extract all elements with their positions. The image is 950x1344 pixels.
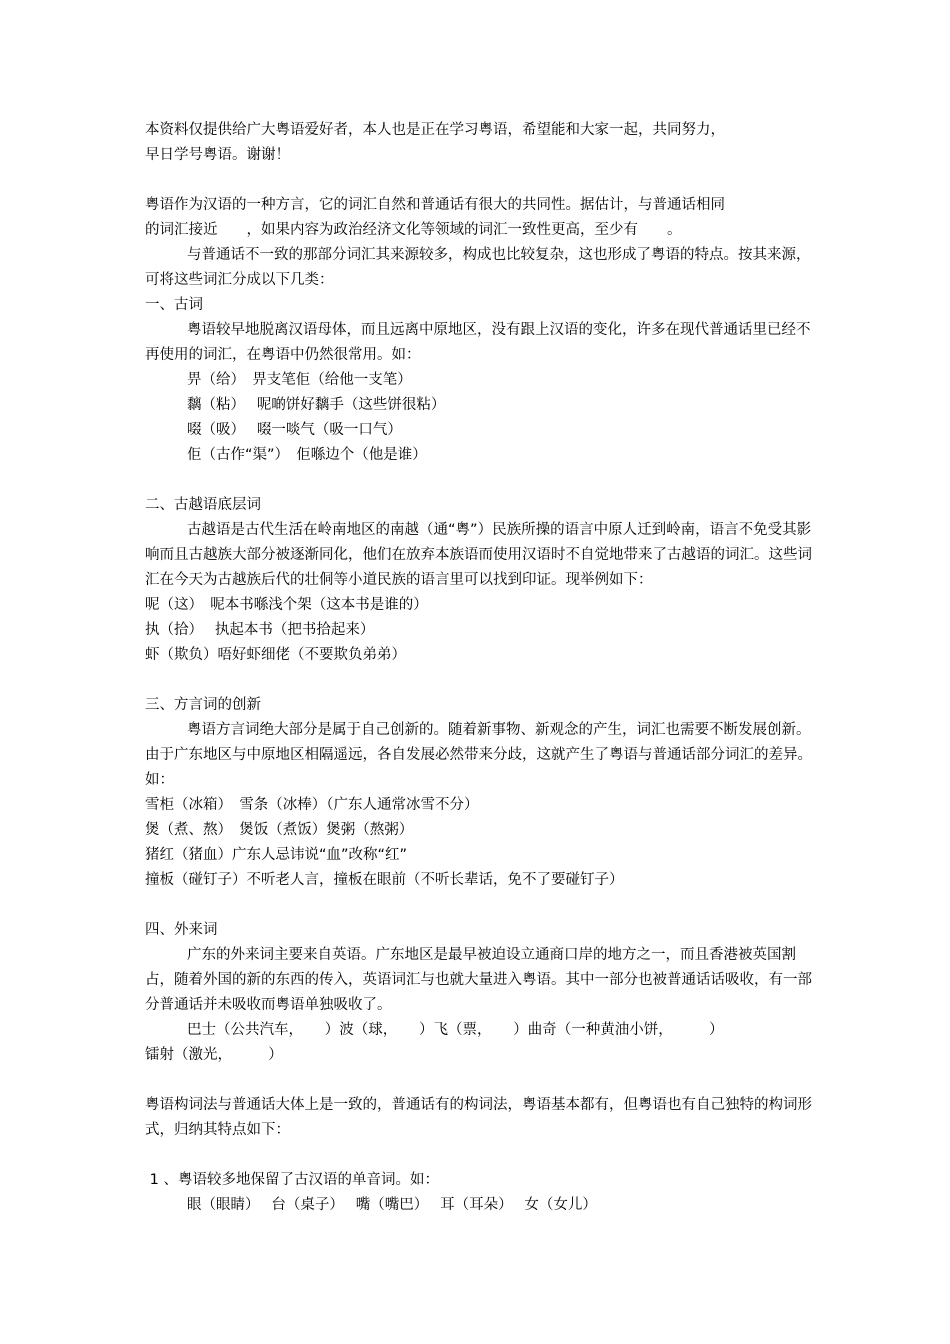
example-line: 佢（古作“渠”） 佢喺边个（他是谁） — [187, 447, 427, 463]
point-1-heading: 1 、粤语较多地保留了古汉语的单音词。如： — [145, 1172, 439, 1188]
example-line: 畀（给） 畀支笔佢（给他一支笔） — [187, 372, 412, 388]
example-line: 巴士（公共汽车， ）波（球， ）飞（票， ）曲奇（一种黄油小饼， ） — [187, 1022, 724, 1038]
overview-paragraph-2: 与普通话不一致的那部分词汇其来源较多，构成也比较复杂，这也形成了粤语的特点。按其来源，可将这些词汇分成以下几类： — [145, 247, 811, 288]
document-body — [145, 118, 815, 1218]
spacer — [145, 168, 815, 193]
spacer — [145, 1068, 815, 1093]
example-line: 猪红（猪血）广东人忌讳说“血”改称“红” — [145, 847, 408, 863]
section-body-ancient-words: 粤语较早地脱离汉语母体，而且远离中原地区，没有跟上汉语的变化，许多在现代普通话里已经不再使用的词汇，在粤语中仍然很常用。如： — [145, 322, 811, 363]
intro-line-2: 早日学号粤语。谢谢！ — [145, 147, 290, 163]
section-heading-ancient-words: 一、古词 — [145, 297, 203, 313]
section-heading-loanwords: 四、外来词 — [145, 922, 218, 938]
example-line: 黐（粘） 呢啲饼好黐手（这些饼很粘） — [187, 397, 446, 413]
example-line: 镭射（激光， ） — [145, 1047, 283, 1063]
example-line: 撞板（碰钉子）不听老人言，撞板在眼前（不听长辈话，免不了要碰钉子） — [145, 872, 624, 888]
example-line: 眼（眼睛） 台（桌子） 嘴（嘴巴） 耳（耳朵） 女（女儿） — [187, 1197, 597, 1213]
example-line: 煲（煮、熬） 煲饭（煮饭）煲粥（熬粥） — [145, 822, 414, 838]
example-line: 执（拾） 执起本书（把书拾起来） — [145, 622, 375, 638]
section-heading-innovation: 三、方言词的创新 — [145, 697, 261, 713]
spacer — [145, 668, 815, 693]
overview-line-1: 粤语作为汉语的一种方言，它的词汇自然和普通话有很大的共同性。据估计，与普通话相同 — [145, 197, 725, 213]
example-line: 雪柜（冰箱） 雪条（冰棒）（广东人通常冰雪不分） — [145, 797, 479, 813]
section-heading-yue-substrate: 二、古越语底层词 — [145, 497, 261, 513]
spacer — [145, 1143, 815, 1168]
overview-line-2: 的词汇接近 ，如果内容为政治经济文化等领域的词汇一致性更高，至少有 。 — [145, 222, 682, 238]
spacer — [145, 893, 815, 918]
spacer — [145, 468, 815, 493]
section-body-loanwords: 广东的外来词主要来自英语。广东地区是最早被迫设立通商口岸的地方之一，而且香港被英国割占，随着外国的新的东西的传入，英语词汇与也就大量进入粤语。其中一部分也被普通话话吸收，有一部分普通话并未吸收而粤语单独吸收了。 — [145, 947, 812, 1013]
section-body-innovation: 粤语方言词绝大部分是属于自己创新的。随着新事物、新观念的产生，词汇也需要不断发展创新。由于广东地区与中原地区相隔遥远，各自发展必然带来分歧，这就产生了粤语与普通话部分词汇的差异。如： — [145, 722, 812, 788]
intro-line-1: 本资料仅提供给广大粤语爱好者，本人也是正在学习粤语，希望能和大家一起，共同努力， — [145, 122, 725, 138]
word-formation-paragraph: 粤语构词法与普通话大体上是一致的，普通话有的构词法，粤语基本都有，但粤语也有自己独特的构词形式，归纳其特点如下： — [145, 1097, 812, 1138]
section-body-yue-substrate: 古越语是古代生活在岭南地区的南越（通“粤”）民族所操的语言中原人迁到岭南，语言不免受其影响而且古越族大部分被逐渐同化，他们在放弃本族语而使用汉语时不自觉地带来了古越语的词汇。这些词汇在今天为古越族后代的壮侗等小道民族的语言里可以找到印证。现举例如下： — [145, 522, 812, 588]
example-line: 虾（欺负）唔好虾细佬（不要欺负弟弟） — [145, 647, 406, 663]
example-line: 呢（这） 呢本书喺浅个架（这本书是谁的） — [145, 597, 428, 613]
example-line: 啜（吸） 啜一啖气（吸一口气） — [187, 422, 402, 438]
